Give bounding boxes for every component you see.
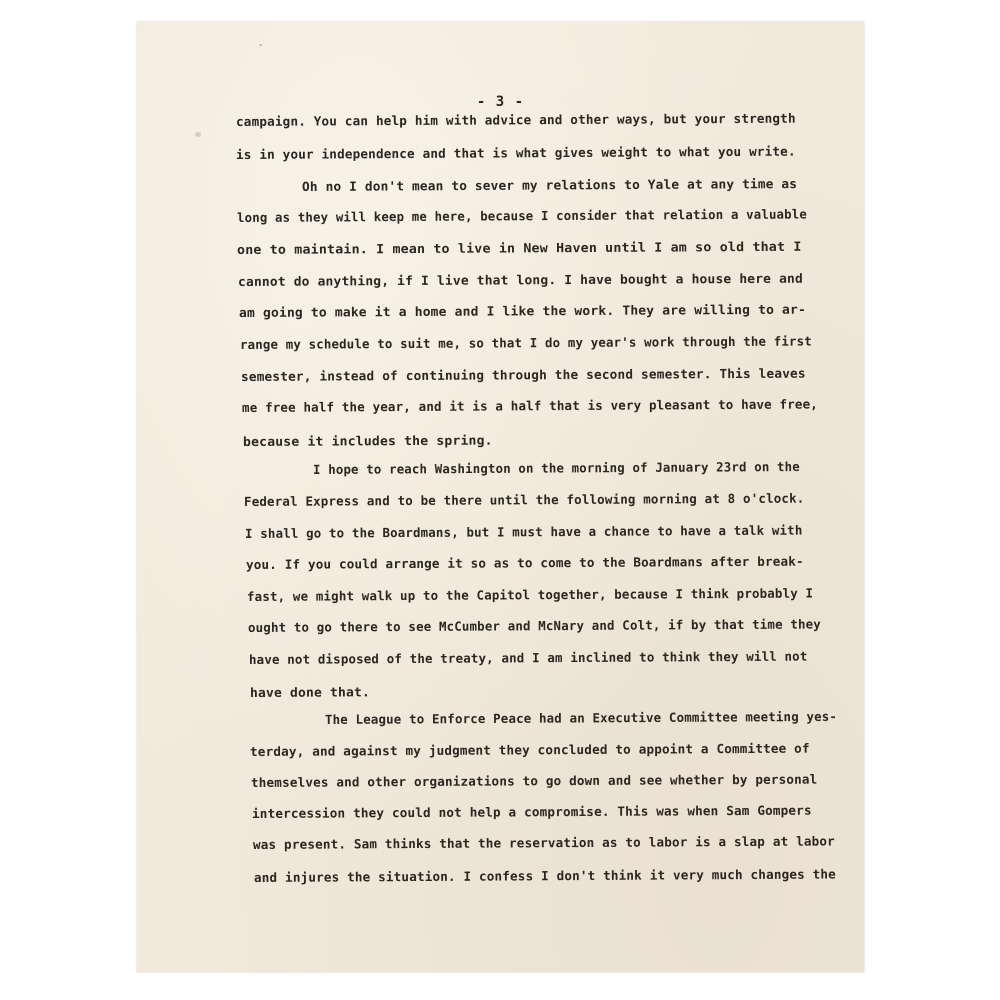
text-line: The League to Enforce Peace had an Executive Committee meeting yes- [324,708,838,727]
text-line: campaign. You can help him with advice and other ways, but your strength [235,110,796,129]
text-line: have not disposed of the treaty, and I am inclined to think they will not [248,648,808,667]
text-line: have done that. [249,684,371,700]
text-line: long as they will keep me here, because I consider that relation a valuable [236,206,807,225]
text-line: is in your independence and that is what gives weight to what you write. [235,143,796,162]
text-line: you. If you could arrange it so as to come to the Boardmans after break- [245,553,804,572]
text-line: one to maintain. I mean to live in New Haven until I am so old that I [236,238,802,257]
text-line: fast, we might walk up to the Capitol together, because I think probably I [246,585,814,604]
text-line: was present. Sam thinks that the reservation as to labor is a slap at labor [252,833,835,852]
text-line: themselves and other organizations to go down and see whether by personal [250,771,818,790]
text-line: Federal Express and to be there until the following morning at 8 o'clock. [243,490,805,509]
letter-page [137,22,864,972]
text-line: ought to go there to see McCumber and McNary and Colt, if by that time they [247,616,821,635]
paper-speck [195,132,201,137]
text-line: range my schedule to suit me, so that I do my year's work through the first [239,333,812,352]
text-line: terday, and against my judgment they concluded to appoint a Committee of [249,740,810,759]
text-line: semester, instead of continuing through the second semester. This leaves [240,365,806,384]
text-line: because it includes the spring. [242,432,493,449]
paper-speck [259,44,262,46]
text-line: and injures the situation. I confess I don't think it very much changes the [253,866,836,885]
text-line: intercession they could not help a compromise. This was when Sam Gompers [251,802,812,821]
text-line: me free half the year, and it is a half that is very pleasant to have free, [241,396,818,415]
page-number: - 3 - [476,94,525,110]
text-line: am going to make it a home and I like the work. They are willing to ar- [238,301,807,320]
text-line: cannot do anything, if I live that long. I have bought a house here and [237,270,803,289]
text-line: I shall go to the Boardmans, but I must have a chance to have a talk with [244,522,803,541]
text-line: I hope to reach Washington on the morning of January 23rd on the [312,458,800,477]
text-line: Oh no I don't mean to sever my relations to Yale at any time as [301,176,798,194]
